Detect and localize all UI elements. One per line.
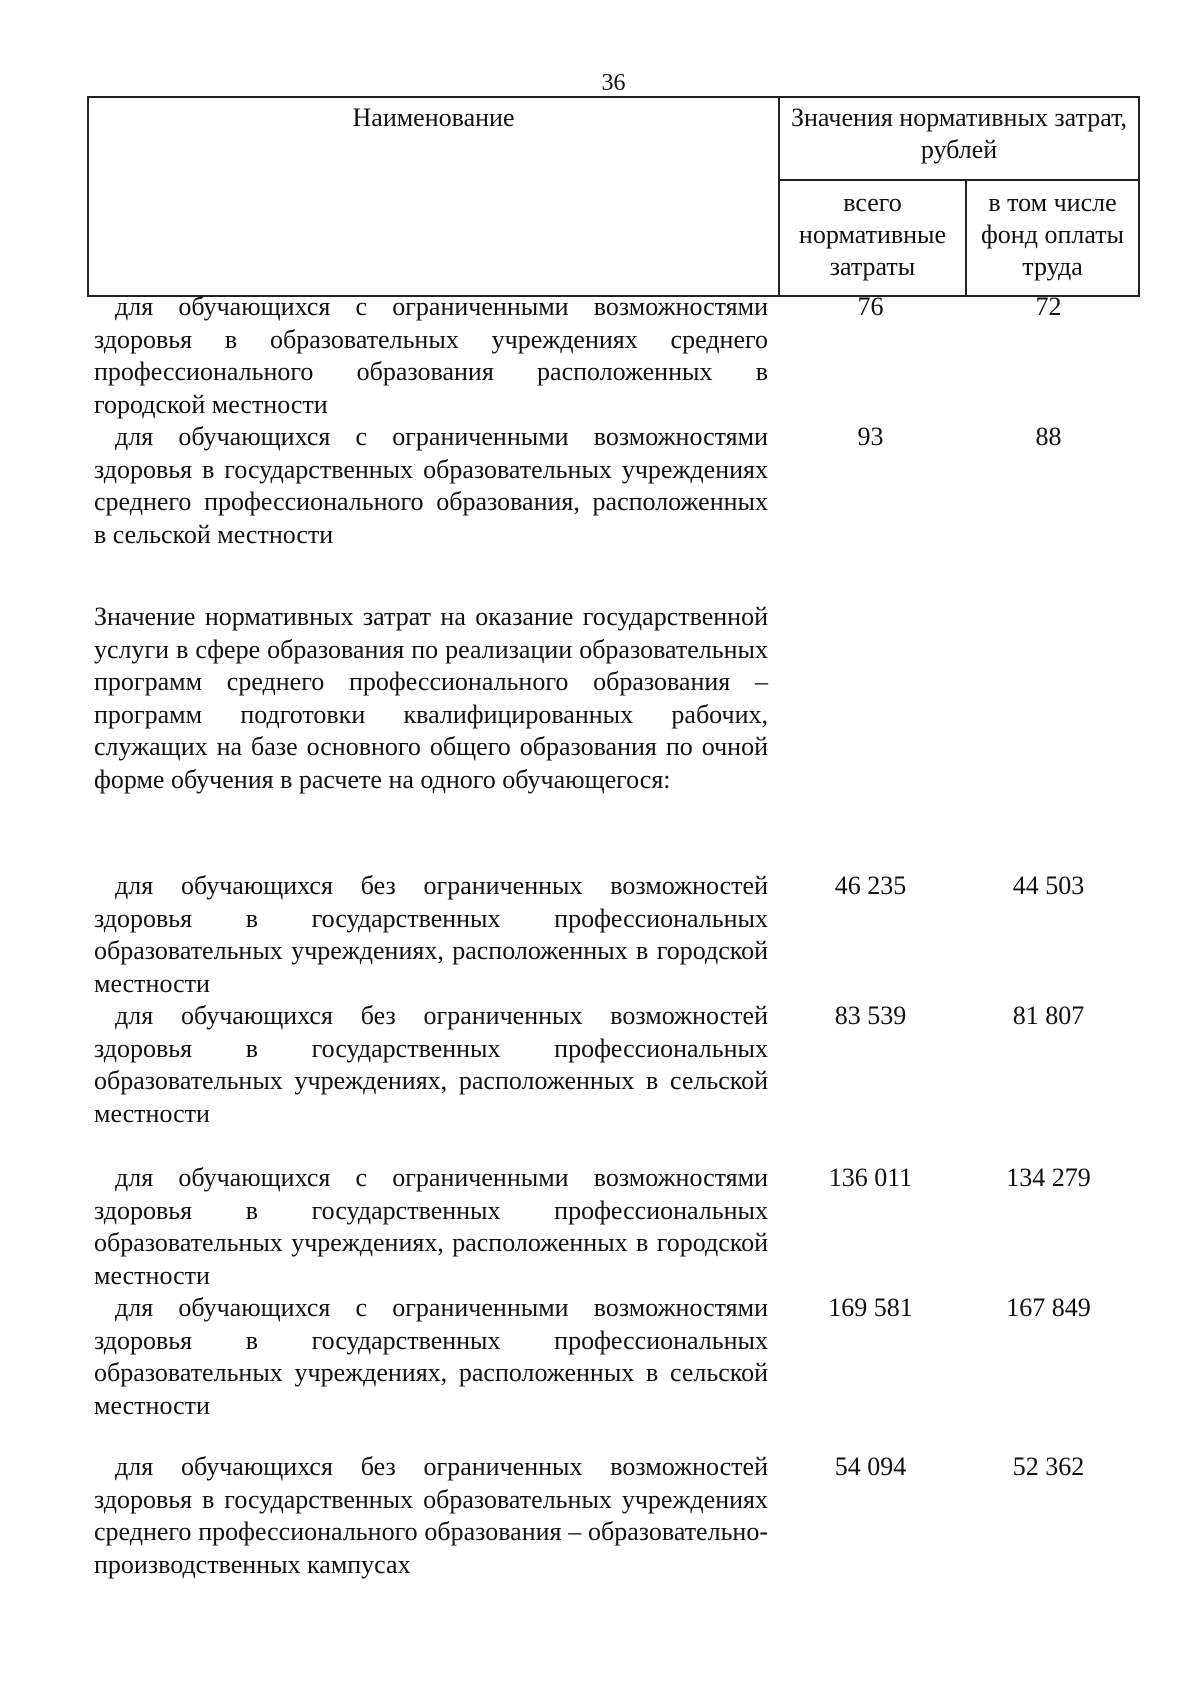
row-description: для обучающихся с ограниченными возможностями здоровья в государственных профессиональных образовательных учреждениях, расположенных в сельской местности bbox=[94, 1293, 768, 1420]
row-payroll-value: 134 279 bbox=[1006, 1163, 1091, 1192]
cost-table-header bbox=[87, 96, 1140, 297]
row-total-value: 54 094 bbox=[834, 1452, 907, 1481]
row-payroll-value: 72 bbox=[1035, 292, 1062, 321]
row-total-value: 76 bbox=[857, 292, 884, 321]
row-description: для обучающихся с ограниченными возможностями здоровья в государственных профессиональных образовательных учреждениях, расположенных в городской местности bbox=[94, 1163, 768, 1290]
row-description: для обучающихся с ограниченными возможностями здоровья в образовательных учреждениях среднего профессионального образования расположенных в городской местности bbox=[94, 292, 768, 419]
row-payroll-value: 167 849 bbox=[1006, 1293, 1091, 1322]
column-header-name: Наименование bbox=[88, 97, 779, 296]
row-description: для обучающихся с ограниченными возможностями здоровья в государственных образовательных учреждениях среднего профессионального образования, расположенных в сельской местности bbox=[94, 422, 768, 549]
row-total-value: 169 581 bbox=[828, 1293, 913, 1322]
row-payroll-value: 44 503 bbox=[1012, 871, 1085, 900]
row-total-value: 136 011 bbox=[828, 1163, 913, 1192]
row-description: для обучающихся без ограниченных возможностей здоровья в государственных профессиональных образовательных учреждениях, расположенных в городской местности bbox=[94, 871, 768, 998]
row-payroll-value: 52 362 bbox=[1012, 1452, 1085, 1481]
row-description: для обучающихся без ограниченных возможностей здоровья в государственных профессиональных образовательных учреждениях, расположенных в сельской местности bbox=[94, 1001, 768, 1128]
section-heading: Значение нормативных затрат на оказание государственной услуги в сфере образования по реализации образовательных программ среднего профессионального образования – программ подготовки квалифицированных рабочих, служащих на базе основного общего образования по очной форме обучения в расчете на одного обучающегося: bbox=[94, 602, 768, 794]
column-header-payroll: в том числе фонд оплаты труда bbox=[966, 180, 1139, 296]
row-description: для обучающихся без ограниченных возможностей здоровья в государственных образовательных учреждениях среднего профессионального образования – образовательно-производственных кампусах bbox=[94, 1452, 768, 1579]
row-payroll-value: 81 807 bbox=[1012, 1001, 1085, 1030]
row-total-value: 93 bbox=[857, 422, 884, 451]
row-total-value: 46 235 bbox=[834, 871, 907, 900]
row-total-value: 83 539 bbox=[834, 1001, 907, 1030]
column-header-total: всего нормативные затраты bbox=[779, 180, 966, 296]
column-header-values: Значения нормативных затрат, рублей bbox=[779, 97, 1139, 180]
page-number: 36 bbox=[601, 70, 626, 96]
row-payroll-value: 88 bbox=[1035, 422, 1062, 451]
